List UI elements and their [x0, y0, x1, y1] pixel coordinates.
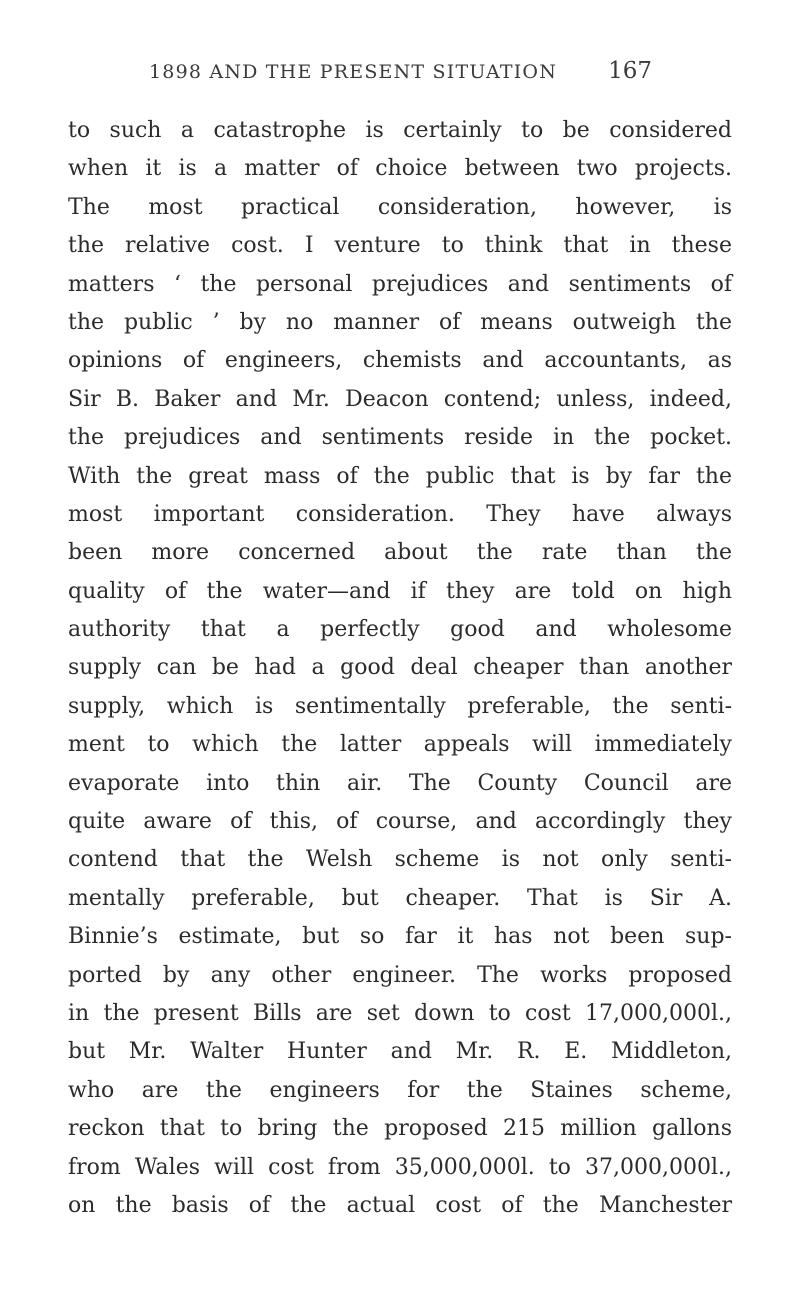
text-line: quality of the water—and if they are told on high [68, 578, 732, 604]
text-line: Binnie’s estimate, but so far it has not been sup- [68, 924, 732, 950]
text-line: ment to which the latter appeals will immediately [68, 732, 732, 758]
body-paragraph [68, 112, 732, 1225]
text-line: when it is a matter of choice between two projects. [68, 156, 732, 182]
text-line: to such a catastrophe is certainly to be considered [68, 118, 732, 143]
text-line: The most practical consideration, however, is [68, 194, 732, 220]
text-line: who are the engineers for the Staines scheme, [68, 1077, 732, 1103]
text-line: been more concerned about the rate than the [68, 540, 732, 566]
text-line: from Wales will cost from 35,000,000l. to 37,000,000l., [68, 1154, 732, 1180]
running-head-title: 1898 AND THE PRESENT SITUATION [149, 61, 558, 83]
running-head [149, 58, 652, 87]
text-line: most important consideration. They have always [68, 501, 732, 527]
text-line: With the great mass of the public that is by far the [68, 463, 732, 489]
text-line: quite aware of this, of course, and accordingly they [68, 809, 732, 835]
page-number: 167 [608, 58, 652, 84]
text-line: but Mr. Walter Hunter and Mr. R. E. Middleton, [68, 1039, 732, 1065]
text-line: authority that a perfectly good and wholesome [68, 617, 732, 643]
text-line: evaporate into thin air. The County Council are [68, 770, 732, 796]
text-line: reckon that to bring the proposed 215 million gallons [68, 1116, 732, 1142]
text-line: supply, which is sentimentally preferable, the senti- [68, 693, 732, 719]
text-line: Sir B. Baker and Mr. Deacon contend; unless, indeed, [68, 386, 732, 412]
text-line: opinions of engineers, chemists and accountants, as [68, 348, 732, 374]
text-line: the public ’ by no manner of means outweigh the [68, 309, 732, 335]
text-line: contend that the Welsh scheme is not only senti- [68, 847, 732, 873]
text-line: mentally preferable, but cheaper. That is Sir A. [68, 885, 732, 911]
text-line: ported by any other engineer. The works proposed [68, 962, 732, 988]
text-line: the prejudices and sentiments reside in the pocket. [68, 425, 732, 451]
text-line: in the present Bills are set down to cost 17,000,000l., [68, 1000, 732, 1026]
text-line: on the basis of the actual cost of the Manchester [68, 1192, 732, 1218]
text-line: supply can be had a good deal cheaper than another [68, 655, 732, 681]
text-line: matters ‘ the personal prejudices and sentiments of [68, 271, 732, 297]
text-line: the relative cost. I venture to think that in these [68, 233, 732, 259]
